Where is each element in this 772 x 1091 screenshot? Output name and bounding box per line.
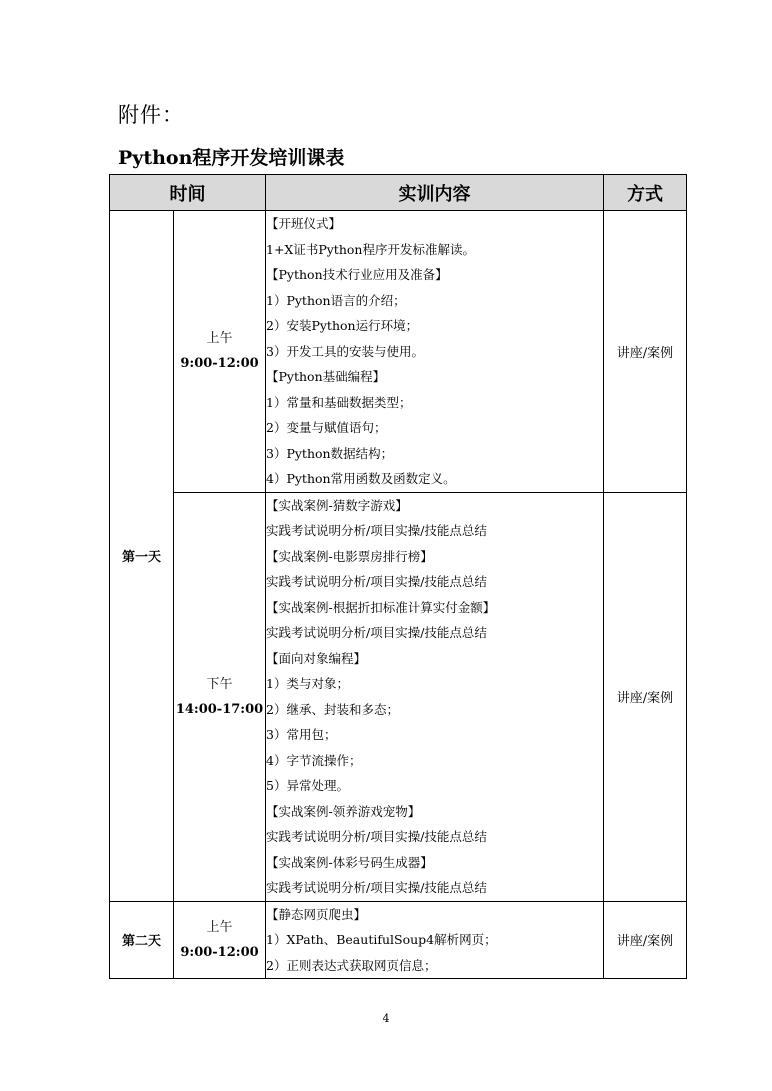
time-range: 9:00-12:00	[180, 356, 259, 372]
content-line: 2）变量与赋值语句；	[266, 420, 387, 435]
content-line: 实践考试说明分析/项目实操/技能点总结	[266, 523, 487, 538]
content-line: 【实战案例-电影票房排行榜】	[266, 548, 433, 564]
content-line: 【实战案例-根据折扣标准计算实付金额】	[266, 599, 496, 615]
content-line: 2）安装Python运行环境；	[266, 318, 419, 333]
table-row	[110, 901, 687, 979]
content-line: 【实战案例-体彩号码生成器】	[266, 854, 433, 870]
content-line: 实践考试说明分析/项目实操/技能点总结	[266, 880, 487, 895]
schedule-body	[110, 211, 687, 979]
content-line: 【Python技术行业应用及准备】	[266, 267, 448, 282]
content-line: 4）Python常用函数及函数定义。	[266, 471, 456, 486]
content-line: 5）异常处理。	[266, 778, 349, 793]
content-line: 3）常用包；	[266, 727, 337, 742]
content-line: 【静态网页爬虫】	[266, 906, 367, 922]
content-line: 实践考试说明分析/项目实操/技能点总结	[266, 625, 487, 640]
page-number: 4	[382, 1012, 390, 1025]
content-cell	[266, 492, 604, 901]
content-line: 1）类与对象；	[266, 676, 349, 691]
day-cell: 第一天	[110, 211, 174, 902]
annex-label: 附件：	[118, 103, 184, 127]
period-label: 上午	[206, 919, 233, 935]
mode-cell: 讲座/案例	[604, 211, 687, 493]
header-time: 时间	[110, 175, 266, 211]
content-line: 3）Python数据结构；	[266, 445, 394, 461]
content-line: 【面向对象编程】	[266, 650, 367, 666]
table-row	[110, 492, 687, 901]
period-label: 上午	[206, 331, 233, 347]
schedule-table	[109, 174, 687, 979]
table-row	[110, 211, 687, 493]
content-cell	[266, 211, 604, 493]
day-cell: 第二天	[110, 901, 174, 979]
content-line: 【开班仪式】	[266, 216, 342, 231]
time-range: 9:00-12:00	[180, 944, 259, 960]
time-range: 14:00-17:00	[175, 701, 264, 717]
header-mode: 方式	[604, 175, 687, 211]
content-line: 【实战案例-猜数字游戏】	[266, 497, 408, 513]
content-line: 2）正则表达式获取网页信息；	[266, 957, 437, 973]
mode-cell: 讲座/案例	[604, 901, 687, 979]
header-row	[110, 175, 687, 211]
period-label: 下午	[206, 676, 233, 692]
header-content: 实训内容	[266, 175, 604, 211]
time-slot-cell	[174, 211, 266, 493]
content-line: 3）开发工具的安装与使用。	[266, 343, 424, 359]
content-line: 1）常量和基础数据类型；	[266, 394, 412, 410]
content-line: 实践考试说明分析/项目实操/技能点总结	[266, 829, 487, 844]
content-line: 4）字节流操作；	[266, 752, 362, 768]
content-line: 2）继承、封装和多态；	[266, 701, 399, 717]
document-title: Python程序开发培训课表	[118, 147, 345, 169]
content-line: 1+X证书Python程序开发标准解读。	[266, 241, 475, 257]
content-line: 1）Python语言的介绍；	[266, 292, 406, 308]
time-slot-cell	[174, 901, 266, 979]
content-line: 1）XPath、BeautifulSoup4解析网页；	[266, 932, 497, 947]
content-line: 【实战案例-领养游戏宠物】	[266, 803, 421, 819]
content-line: 【Python基础编程】	[266, 369, 386, 384]
time-slot-cell	[174, 492, 266, 901]
content-line: 实践考试说明分析/项目实操/技能点总结	[266, 574, 487, 589]
content-cell	[266, 901, 604, 979]
mode-cell: 讲座/案例	[604, 492, 687, 901]
